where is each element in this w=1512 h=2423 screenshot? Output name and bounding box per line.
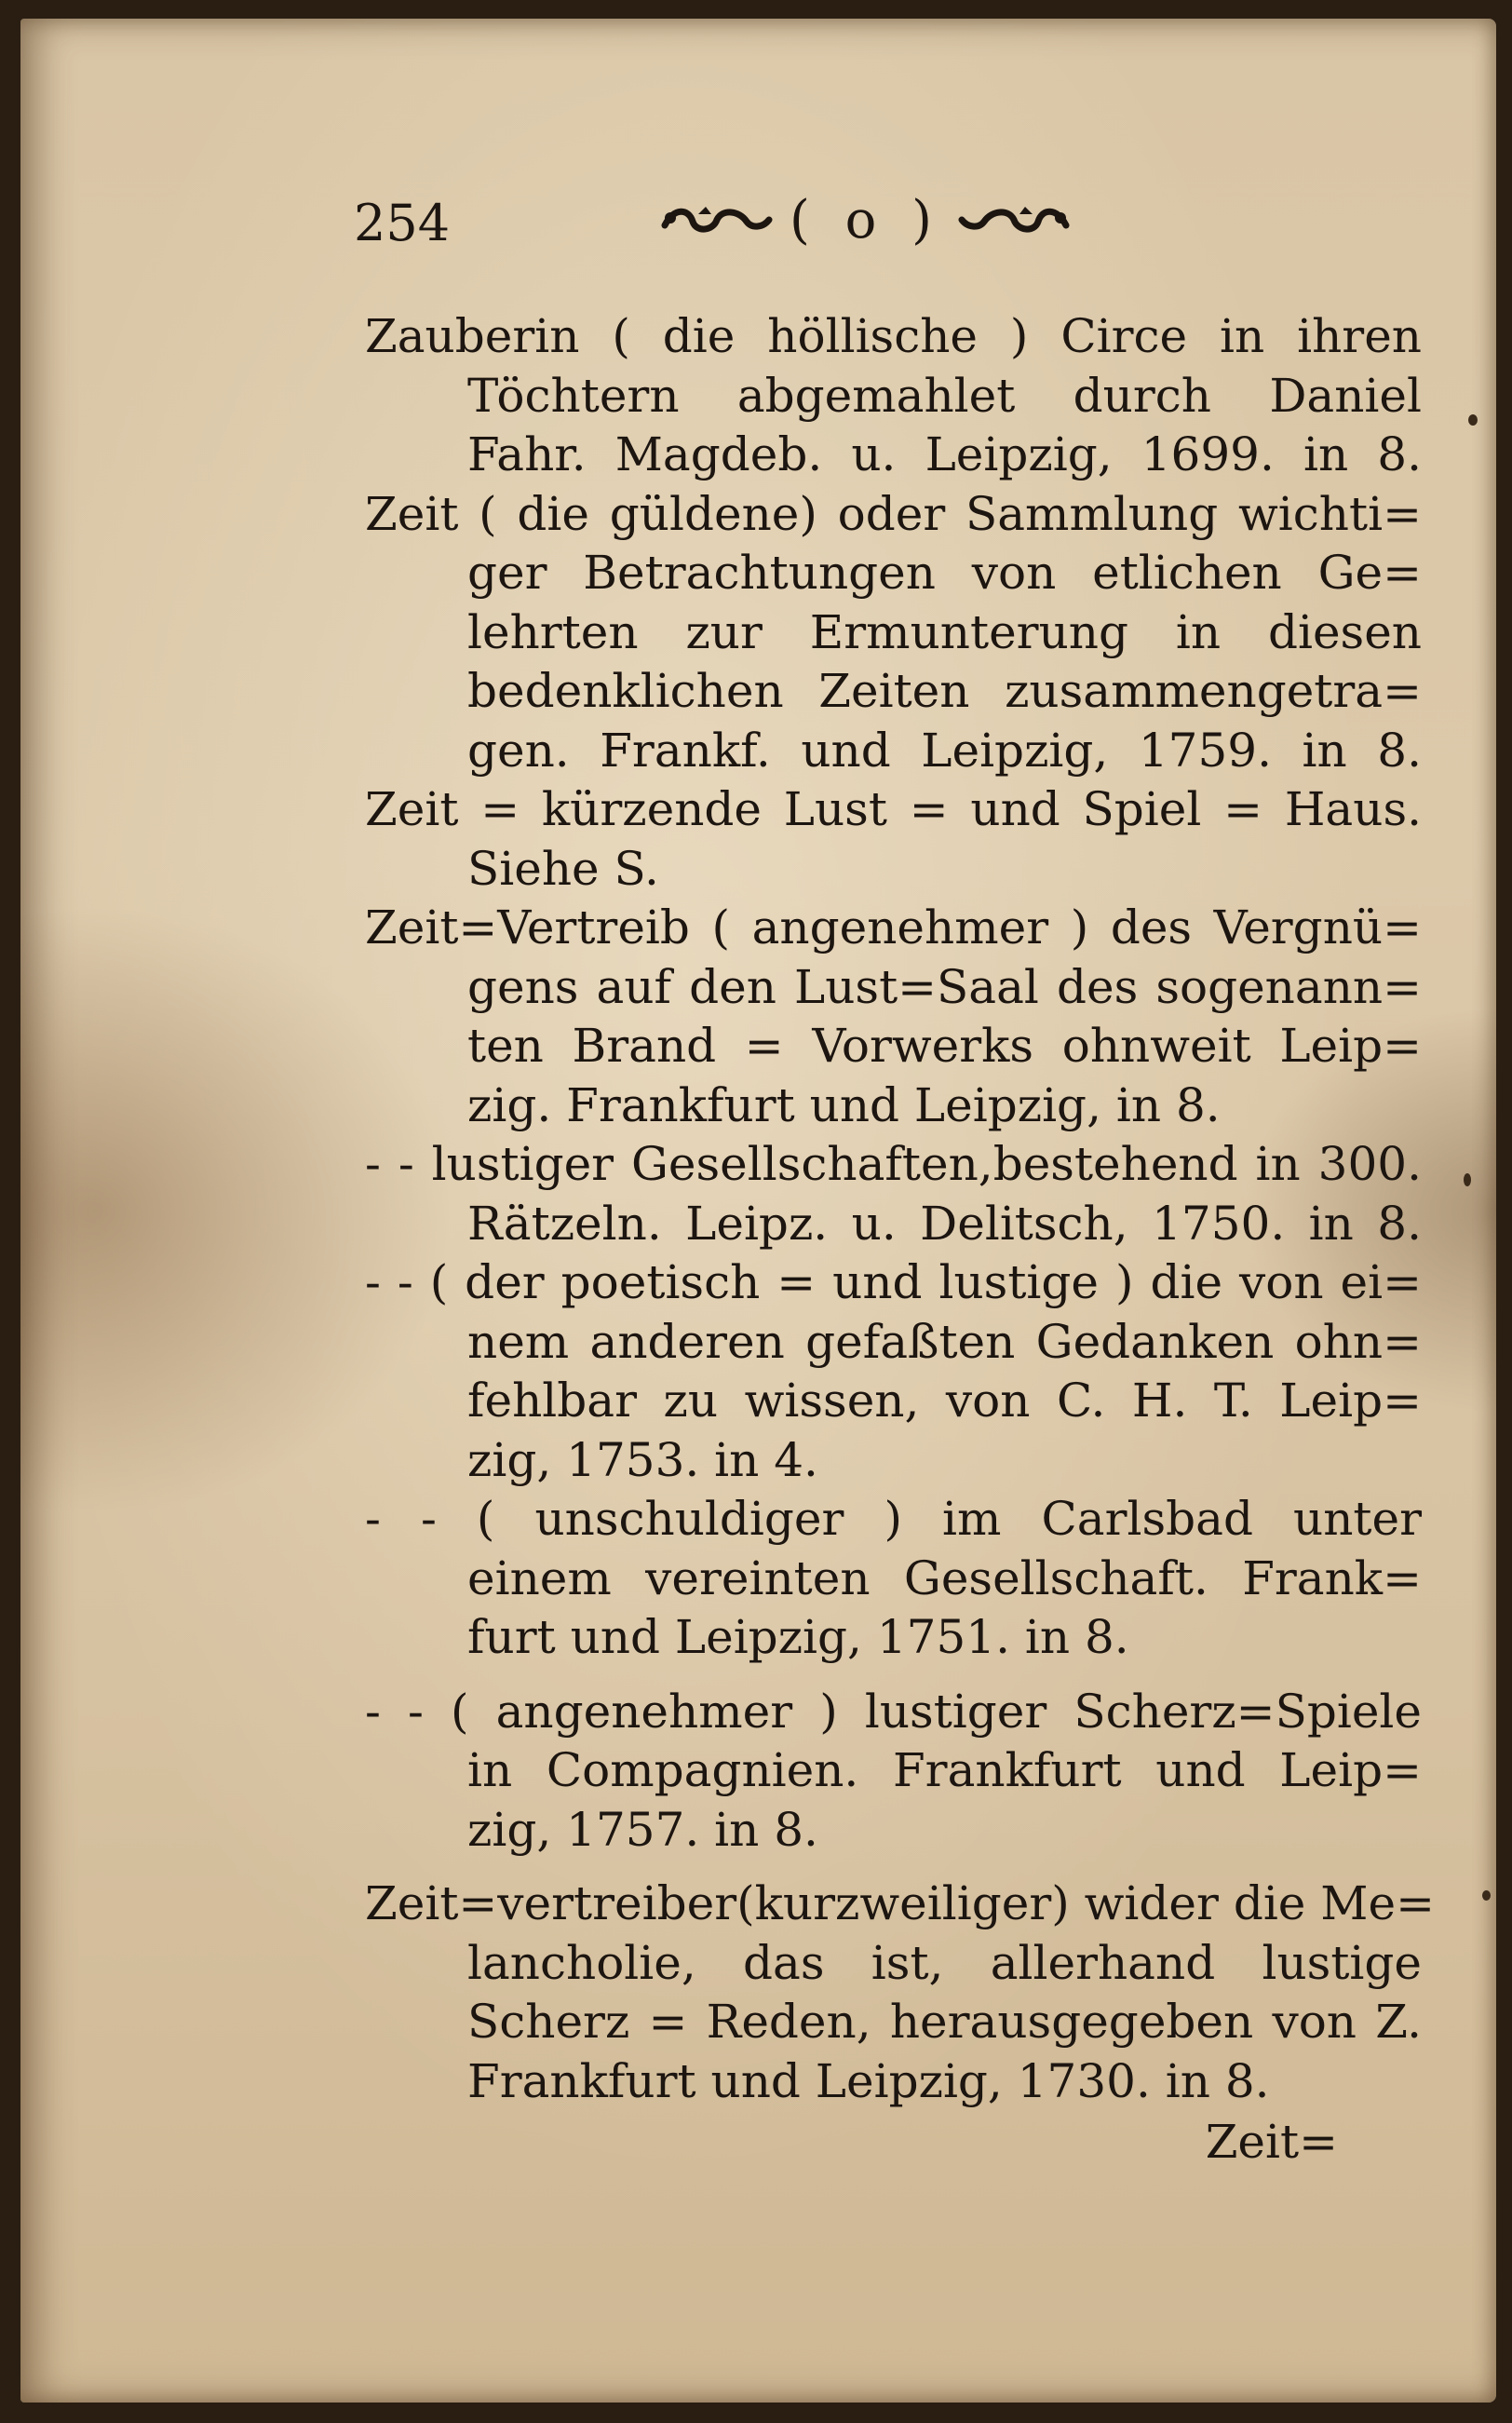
catalog-entry (365, 899, 1422, 1135)
catalog-entry (365, 307, 1422, 485)
header-ornament (661, 190, 1070, 250)
entry-line: - - ( angenehmer ) lustiger Scherz=Spiele (365, 1684, 1422, 1739)
catalog-entry (365, 780, 1422, 899)
entry-line: Scherz = Reden, herausgegeben von Z. (467, 1995, 1422, 2049)
entry-line: Zeit=Vertreib ( angenehmer ) des Vergnü= (365, 900, 1422, 954)
entry-line: Zeit ( die güldene) oder Sammlung wichti= (365, 486, 1422, 541)
paper-speck (1464, 1173, 1471, 1186)
entry-line: furt und Leipzig, 1751. in 8. (467, 1610, 1129, 1664)
entry-line: - - ( unschuldiger ) im Carlsbad unter (365, 1492, 1422, 1546)
entry-line: Töchtern abgemahlet durch Daniel (467, 368, 1422, 423)
book-page (20, 19, 1496, 2403)
entry-line: zig, 1753. in 4. (467, 1432, 818, 1487)
entry-line: in Compagnien. Frankfurt und Leip= (467, 1743, 1422, 1797)
entry-line: Zauberin ( die höllische ) Circe in ihren (365, 309, 1422, 363)
right-flourish-icon (958, 197, 1070, 244)
entry-line: lehrten zur Ermunterung in diesen (467, 604, 1422, 659)
entry-line: Zeit = kürzende Lust = und Spiel = Haus. (365, 782, 1422, 836)
entry-line: zig. Frankfurt und Leipzig, in 8. (467, 1077, 1221, 1132)
entry-line: nem anderen gefaßten Gedanken ohn= (467, 1314, 1422, 1369)
catalog-entry (365, 1135, 1422, 1253)
entry-line: - - lustiger Gesellschaften,bestehend in 300. (365, 1137, 1422, 1191)
entry-line: Siehe S. (467, 841, 659, 896)
ornament-text: ( o ) (790, 190, 942, 250)
paper-speck (1468, 414, 1478, 426)
catchword: Zeit= (1205, 2115, 1338, 2169)
catalog-entry (365, 1253, 1422, 1490)
entry-line: Frankfurt und Leipzig, 1730. in 8. (467, 2053, 1270, 2108)
entry-line: einem vereinten Gesellschaft. Frank= (467, 1550, 1422, 1605)
catalog-entry (365, 1875, 1435, 2111)
catalog-entry (365, 1683, 1422, 1861)
entry-line: ger Betrachtungen von etlichen Ge= (467, 546, 1422, 600)
page-header (354, 190, 1378, 259)
entry-line: Rätzeln. Leipz. u. Delitsch, 1750. in 8. (467, 1196, 1422, 1251)
entry-line: Fahr. Magdeb. u. Leipzig, 1699. in 8. (467, 427, 1422, 481)
entry-line: gens auf den Lust=Saal des sogenann= (467, 959, 1422, 1014)
entry-line: ten Brand = Vorwerks ohnweit Leip= (467, 1019, 1422, 1073)
catalog-entry (365, 1490, 1422, 1668)
left-flourish-icon (661, 197, 773, 244)
entry-line: lancholie, das ist, allerhand lustige (467, 1935, 1422, 1990)
entry-line: - - ( der poetisch = und lustige ) die von ei= (365, 1255, 1422, 1309)
entry-line: gen. Frankf. und Leipzig, 1759. in 8. (467, 723, 1422, 778)
catalog-entry (365, 485, 1422, 781)
entry-line: zig, 1757. in 8. (467, 1802, 818, 1857)
entry-line: fehlbar zu wissen, von C. H. T. Leip= (467, 1374, 1422, 1428)
catalog-entries (365, 307, 1435, 2111)
page-number: 254 (354, 194, 451, 252)
paper-speck (1482, 1890, 1491, 1901)
entry-line: bedenklichen Zeiten zusammengetra= (467, 664, 1422, 718)
entry-line: Zeit=vertreiber(kurzweiliger) wider die Me= (365, 1876, 1435, 1930)
